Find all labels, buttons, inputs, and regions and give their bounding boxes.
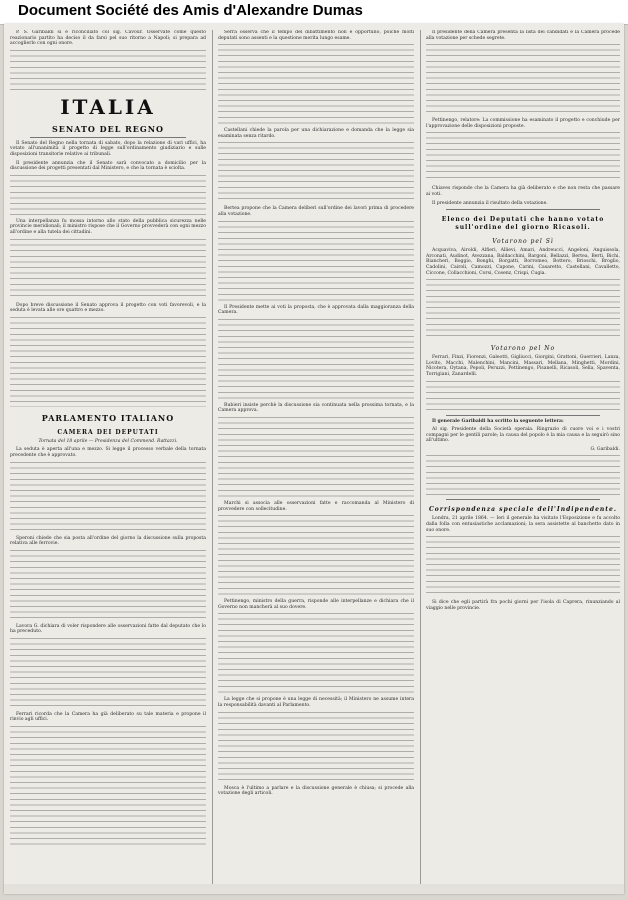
senato-paragraph: Il presidente annunzia che il Senato sarà convocato a domicilio per la discussione dei progetti presentati dal Ministero, e che la tornata è sciolta.: [10, 160, 206, 172]
debate-paragraph: Marchi si associa alle osservazioni fatte e raccomanda al Ministero di provvedere con sollecitudine.: [218, 500, 414, 512]
body-text-block: [426, 381, 620, 411]
body-text-block: [218, 221, 414, 301]
body-text-block: [426, 279, 620, 339]
camera-paragraph: Speroni chiede che sia posta all'ordine del giorno la discussione sulla proposta relativa alle ferrovie.: [10, 535, 206, 547]
body-text-block: [218, 712, 414, 782]
body-text-block: [218, 319, 414, 399]
session-paragraph: Chiaves risponde che la Camera ha già deliberato e che non resta che passare ai voti.: [426, 186, 620, 197]
debate-paragraph: La legge che si propone è una legge di necessità; il Ministero ne assume intera la responsabilità davanti al Parlamento.: [218, 697, 414, 708]
senato-paragraph: Il Senato del Regno nella tornata di sabato, dopo la relazione di vari uffici, ha votato all'unanimità il progetto di legge sull'ordinamento giudiziario e sulle disposizioni transitorie relative ai tribunali.: [10, 140, 206, 157]
divider: [446, 209, 600, 210]
body-text-block: [10, 239, 206, 299]
camera-paragraph: Lavora G. dichiara di voler rispondere alle osservazioni fatte dal deputato che lo ha preceduto.: [10, 623, 206, 635]
debate-paragraph: Il Presidente mette ai voti la proposta, che è approvata dalla maggioranza della Camera.: [218, 304, 414, 316]
body-text-block: [10, 462, 206, 532]
debate-paragraph: Serra osserva che il tempo del dibattimento non è opportuno, poichè molti deputati sono assenti e la questione merita lungo esame.: [218, 30, 414, 41]
votarono-si-heading: Votarono pel Sì: [492, 238, 554, 246]
camera-paragraph: Ferrari ricorda che la Camera ha già deliberato su tale materia e propone il rinvio agli uffici.: [10, 711, 206, 723]
newspaper-page: [4, 24, 624, 894]
column-middle: [218, 30, 414, 888]
section-heading-camera: CAMERA DEI DEPUTATI: [57, 428, 159, 436]
divider: [30, 137, 186, 138]
divider: [446, 499, 600, 500]
senato-paragraph: Una interpellanza fu mossa intorno allo stato della pubblica sicurezza nelle provincie meridionali; il ministro rispose che il Governo provvederà con ogni mezzo all'ordine e alla tutela dei cittadini.: [10, 218, 206, 235]
body-text-block: [10, 638, 206, 708]
body-text-block: [426, 536, 620, 596]
debate-paragraph: Bertea propone che la Camera deliberi sull'ordine dei lavori prima di procedere alla votazione.: [218, 206, 414, 217]
body-text-block: [218, 515, 414, 595]
names-list: Ferrari, Finzi, Fiorenzi, Galeotti, Gigliucci, Giorgini, Grattoni, Guerrieri, Lanza, Lovito, Macchi, Malenchini, Mancini, Massari, Mellana, Minghetti, Mordini, Nicotera, Oytana, Pepoli, Peruzzi, Pettinengo, Pisanelli, Ricasoli, Sella, Spaventa, Torrigiani, Zanardelli.: [426, 355, 620, 377]
senato-paragraph: Dopo breve discussione il Senato approva il progetto con voti favorevoli, e la seduta è levata alle ore quattro e mezzo.: [10, 302, 206, 314]
garibaldi-letter: Al sig. Presidente della Società operaia. Ringrazio di cuore voi e i vostri compagni per le gentili parole; la causa del popolo è la mia causa e la seguirò sino all'ultimo.: [426, 427, 620, 444]
section-heading-parlamento: PARLAMENTO ITALIANO: [41, 412, 175, 423]
body-text-block: [10, 726, 206, 846]
body-text-block: [218, 417, 414, 497]
body-text-block: [218, 613, 414, 693]
page-bottom-edge: [4, 884, 624, 894]
garibaldi-signature: G. Garibaldi.: [590, 446, 620, 452]
session-paragraph: Pettinengo, relatore: La commissione ha esaminato il progetto e conchiude per l'approvazione delle disposizioni proposte.: [426, 118, 620, 129]
column-rule: [420, 30, 421, 888]
intro-paragraph: P. S. Garibaldi si è riconciliato col sig. Cavour. Osservate come questo reazionario partito ha deciso il da farsi pel suo ritorno a Napoli; si prepara ad accoglierlo con ogni onore.: [10, 30, 206, 47]
body-text-block: [10, 550, 206, 620]
session-paragraph: Il presidente della Camera presenta la lista dei candidati e la Camera procede alla votazione per schede segrete.: [426, 30, 620, 41]
divider: [446, 415, 600, 416]
body-text-block: [10, 175, 206, 215]
column-rule: [212, 30, 213, 888]
debate-paragraph: Pettinengo, ministro della guerra, risponde alle interpellanze e dichiara che il Governo non mancherà al suo dovere.: [218, 599, 414, 610]
column-left: [10, 30, 206, 888]
corrispondenza-paragraph: Londra, 21 aprile 1864. — Ieri il generale ha visitato l'Esposizione e fu accolto dalla folla con entusiastiche acclamazioni; la sera assistette al banchetto dato in suo onore.: [426, 516, 620, 533]
votarono-no-heading: Votarono pel No: [490, 345, 556, 353]
session-paragraph: Il presidente annunzia il risultato della votazione.: [432, 200, 548, 206]
debate-paragraph: Mosca è l'ultimo a parlare e la discussione generale è chiusa; si procede alla votazione degli articoli.: [218, 785, 414, 797]
section-heading-italia: ITALIA: [60, 94, 156, 119]
debate-paragraph: Rubieri insiste perchè la discussione sia continuata nella prossima tornata, e la Camera approva.: [218, 402, 414, 414]
names-list: Acquaviva, Airoldi, Alfieri, Allievi, Amari, Andreucci, Angeloni, Anguissola, Arconati, Audinot, Avezzana, Baldacchini, Bargoni, Bellazzi, Bertea, Berti, Bichi, Biancheri, Boggio, Bonghi, Borgatti, Borromeo, Bottero, Brioschi, Broglio, Cadolini, Cairoli, Camozzi, Capone, Carini, Casaretto, Castellani, Cavalletto, Ciccone, Collacchioni, Corsi, Cosenz, Crispi, Cugia.: [426, 248, 620, 276]
document-title: Document Société des Amis d'Alexandre Dumas: [18, 2, 363, 19]
body-text-block: [218, 44, 414, 124]
body-text-block: [10, 50, 206, 90]
body-text-block: [426, 455, 620, 495]
corrispondenza-paragraph: Si dice che egli partirà fra pochi giorni per l'isola di Caprera, rinunziando al viaggio nelle provincie.: [426, 600, 620, 611]
garibaldi-heading: Il generale Garibaldi ha scritto la seguente lettera:: [432, 418, 564, 424]
body-text-block: [426, 132, 620, 182]
column-right: [426, 30, 620, 888]
camera-subheading: Tornata del 18 aprile — Presidenza del Commend. Rattazzi.: [38, 438, 178, 444]
elenco-heading: Elenco dei Deputati che hanno votato sull'ordine del giorno Ricasoli.: [441, 216, 605, 232]
body-text-block: [426, 44, 620, 114]
body-text-block: [218, 142, 414, 202]
document-header: [0, 0, 628, 25]
camera-paragraph: La seduta è aperta all'una e mezzo. Si legge il processo verbale della tornata precedente che è approvato.: [10, 447, 206, 458]
corrispondenza-heading: Corrispondenza speciale dell'Indipendente.: [429, 506, 617, 514]
section-heading-senato: SENATO DEL REGNO: [52, 123, 164, 134]
body-text-block: [10, 317, 206, 407]
debate-paragraph: Castellani chiede la parola per una dichiarazione e domanda che la legge sia esaminata senza ritardo.: [218, 128, 414, 139]
